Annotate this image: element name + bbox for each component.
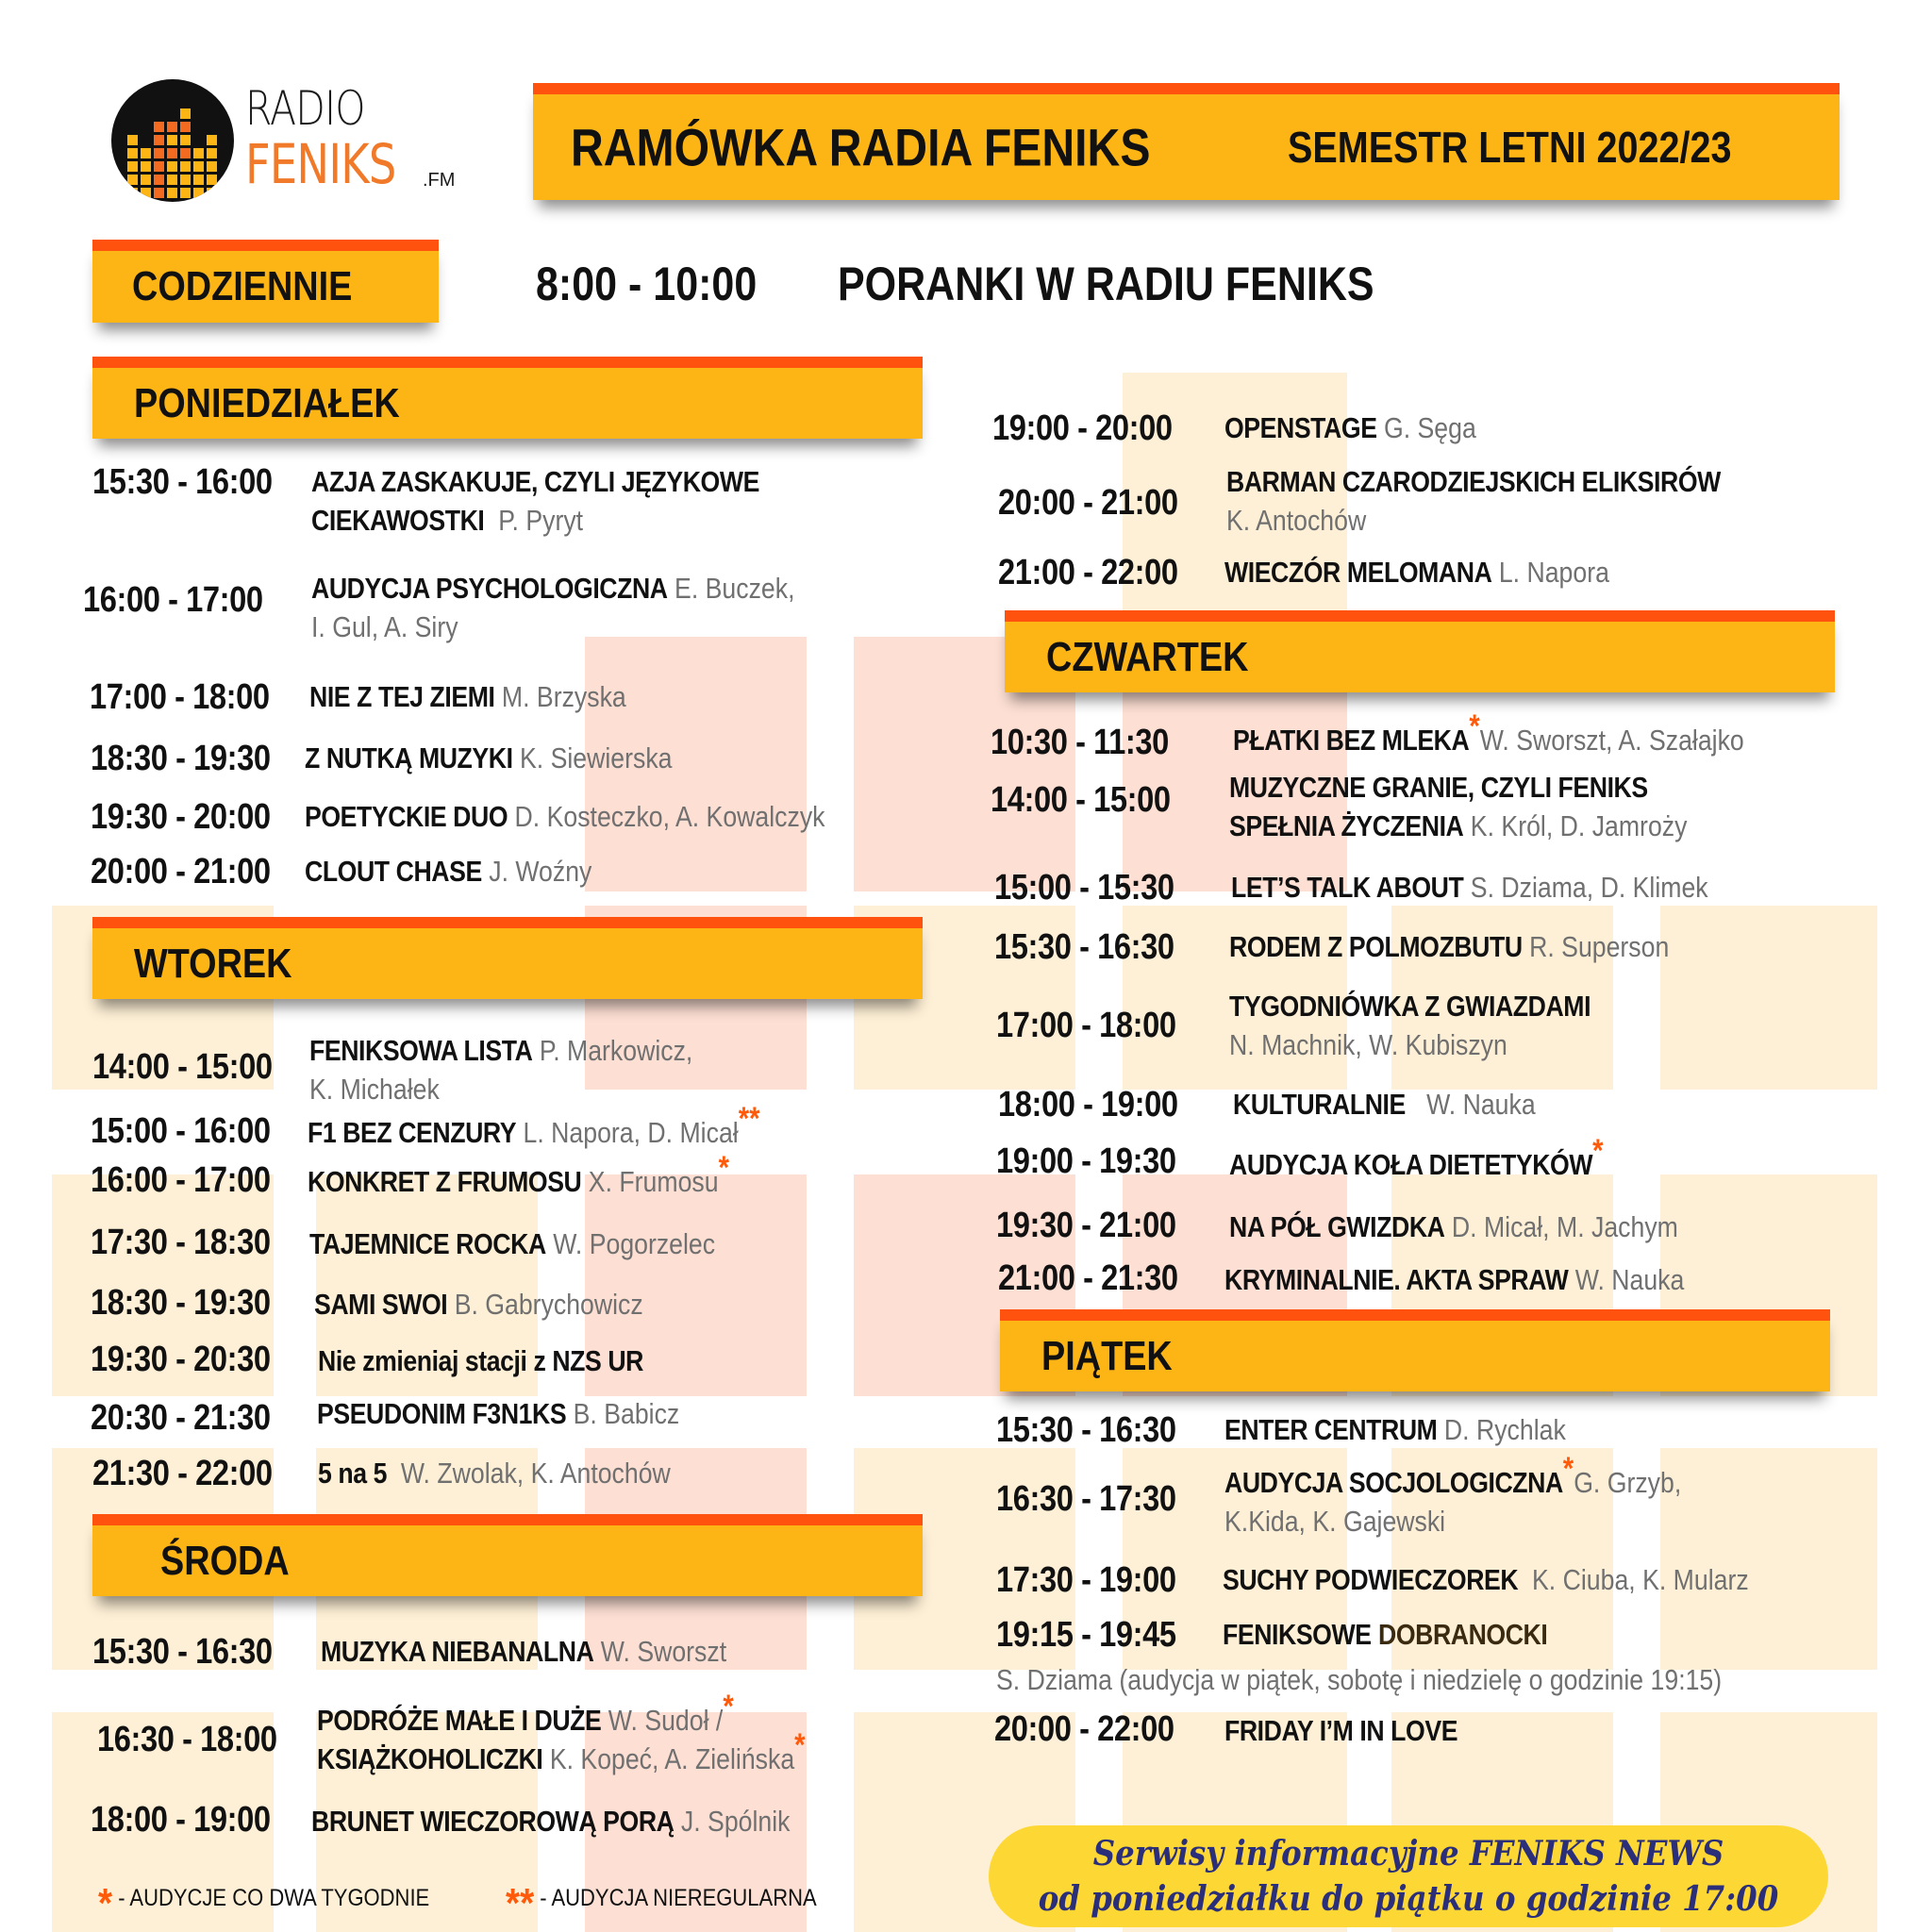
legend-text: - AUDYCJA NIEREGULARNA bbox=[540, 1885, 817, 1911]
logo-fm-text: .FM bbox=[423, 170, 456, 191]
show-title: PSEUDONIM F3N1KS bbox=[317, 1397, 567, 1430]
show-title: AUDYCJA PSYCHOLOGICZNA bbox=[311, 572, 668, 605]
time-slot: 17:00 - 18:00 bbox=[996, 1006, 1176, 1045]
double-asterisk-icon: ** bbox=[506, 1880, 535, 1926]
host-name: D. Micał, M. Jachym bbox=[1451, 1210, 1678, 1243]
daily-header bbox=[92, 240, 439, 323]
time-slot: 19:30 - 21:00 bbox=[996, 1206, 1176, 1245]
list-item bbox=[311, 569, 794, 646]
show-title: PODRÓŻE MAŁE I DUŻE bbox=[317, 1704, 602, 1737]
list-item bbox=[1224, 1410, 1566, 1449]
host-name: N. Machnik, W. Kubiszyn bbox=[1229, 1028, 1507, 1061]
list-item bbox=[308, 1101, 760, 1152]
time-slot: 19:15 - 19:45 bbox=[996, 1615, 1176, 1655]
legend-biweekly bbox=[98, 1880, 429, 1927]
asterisk-icon: * bbox=[718, 1150, 729, 1186]
list-item bbox=[1231, 868, 1708, 907]
list-item bbox=[311, 1802, 791, 1840]
news-banner bbox=[989, 1825, 1828, 1927]
list-item bbox=[311, 462, 759, 540]
equalizer-logo-icon bbox=[111, 79, 234, 202]
list-item bbox=[1229, 987, 1591, 1064]
time-slot: 16:30 - 18:00 bbox=[97, 1720, 277, 1759]
list-item bbox=[1223, 1560, 1749, 1599]
time-slot: 21:00 - 21:30 bbox=[998, 1258, 1178, 1298]
show-title: MUZYKA NIEBANALNA bbox=[321, 1635, 594, 1668]
day-header-wednesday bbox=[92, 1514, 923, 1596]
host-name: E. Buczek, bbox=[675, 572, 795, 605]
show-title: MUZYCZNE GRANIE, CZYLI FENIKS bbox=[1229, 771, 1648, 804]
list-item bbox=[318, 1454, 671, 1492]
host-name: J. Woźny bbox=[489, 855, 592, 888]
time-slot: 14:00 - 15:00 bbox=[92, 1047, 273, 1087]
time-slot: 18:30 - 19:30 bbox=[91, 1283, 271, 1323]
show-title: Z NUTKĄ MUZYKI bbox=[305, 741, 513, 774]
host-name: K.Kida, K. Gajewski bbox=[1224, 1505, 1446, 1538]
asterisk-icon: * bbox=[723, 1689, 734, 1724]
host-name: K. Siewierska bbox=[519, 741, 673, 774]
time-slot: 19:30 - 20:00 bbox=[91, 797, 271, 837]
show-title: AZJA ZASKAKUJE, CZYLI JĘZYKOWE bbox=[311, 465, 759, 498]
title-banner bbox=[533, 83, 1840, 200]
day-label: ŚRODA bbox=[160, 1537, 290, 1584]
page-title: RAMÓWKA RADIA FENIKS bbox=[571, 117, 1151, 177]
host-name: L. Napora, D. Micał bbox=[523, 1116, 739, 1149]
day-header-thursday bbox=[1005, 610, 1835, 692]
show-title: PŁATKI BEZ MLEKA bbox=[1233, 724, 1470, 757]
show-title: F1 BEZ CENZURY bbox=[308, 1116, 517, 1149]
show-title: BRUNET WIECZOROWĄ PORĄ bbox=[311, 1805, 675, 1838]
show-title: FRIDAY I’M IN LOVE bbox=[1224, 1714, 1458, 1747]
time-slot: 20:00 - 21:00 bbox=[998, 483, 1178, 523]
host-name: W. Nauka bbox=[1574, 1263, 1685, 1296]
list-item bbox=[1224, 1711, 1457, 1750]
list-item bbox=[321, 1632, 726, 1671]
time-slot: 15:30 - 16:30 bbox=[994, 927, 1174, 967]
time-slot: 14:00 - 15:00 bbox=[991, 780, 1171, 820]
show-title: FENIKSOWA LISTA bbox=[309, 1034, 533, 1067]
legend-text: - AUDYCJE CO DWA TYGODNIE bbox=[118, 1885, 430, 1911]
host-name: X. Frumosu bbox=[588, 1165, 719, 1198]
news-line-2: od poniedziałku do piątku o godzinie 17:00 bbox=[1038, 1879, 1779, 1919]
list-item bbox=[1229, 927, 1669, 966]
daily-time: 8:00 - 10:00 bbox=[536, 258, 758, 310]
list-item bbox=[305, 852, 591, 891]
show-title: AUDYCJA SOCJOLOGICZNA bbox=[1224, 1466, 1563, 1499]
host-name: W. Pogorzelec bbox=[553, 1227, 716, 1260]
show-title: KSIĄŻKOHOLICZKI bbox=[317, 1742, 543, 1775]
host-name: B. Babicz bbox=[573, 1397, 680, 1430]
list-item bbox=[309, 677, 626, 716]
show-title: RODEM Z POLMOZBUTU bbox=[1229, 930, 1523, 963]
host-name: W. Zwolak, K. Antochów bbox=[400, 1457, 671, 1490]
host-name: W. Sworszt bbox=[600, 1635, 727, 1668]
asterisk-icon: * bbox=[1469, 708, 1480, 744]
legend-irregular bbox=[506, 1880, 817, 1927]
show-title: TYGODNIÓWKA Z GWIAZDAMI bbox=[1229, 990, 1591, 1023]
show-title: TAJEMNICE ROCKA bbox=[309, 1227, 546, 1260]
list-item bbox=[317, 1394, 679, 1433]
time-slot: 10:30 - 11:30 bbox=[991, 723, 1169, 762]
day-label: WTOREK bbox=[134, 940, 292, 987]
host-name: D. Rychlak bbox=[1443, 1413, 1566, 1446]
host-name: S. Dziama, D. Klimek bbox=[1470, 871, 1708, 904]
show-title: CLOUT CHASE bbox=[305, 855, 482, 888]
host-name: G. Grzyb, bbox=[1574, 1466, 1682, 1499]
asterisk-icon: * bbox=[1592, 1133, 1604, 1169]
show-note: S. Dziama (audycja w piątek, sobotę i niedzielę o godzinie 19:15) bbox=[996, 1663, 1723, 1696]
show-title: KULTURALNIE bbox=[1233, 1088, 1406, 1121]
time-slot: 17:30 - 18:30 bbox=[91, 1223, 271, 1262]
list-item bbox=[317, 1689, 806, 1778]
day-label: CZWARTEK bbox=[1046, 633, 1249, 680]
background-tile bbox=[1660, 1448, 1877, 1670]
show-title: 5 na 5 bbox=[318, 1457, 388, 1490]
host-name: W. Sworszt, A. Szałajko bbox=[1479, 724, 1744, 757]
show-title: SPEŁNIA ŻYCZENIA bbox=[1229, 809, 1464, 842]
host-name: R. Superson bbox=[1529, 930, 1670, 963]
host-name: K. Michałek bbox=[309, 1073, 440, 1106]
time-slot: 20:30 - 21:30 bbox=[91, 1398, 271, 1438]
show-title: FENIKSOWE bbox=[1223, 1618, 1372, 1651]
time-slot: 17:00 - 18:00 bbox=[90, 677, 270, 717]
show-title: NIE Z TEJ ZIEMI bbox=[309, 680, 495, 713]
time-slot: 21:30 - 22:00 bbox=[92, 1454, 273, 1493]
asterisk-icon: ** bbox=[738, 1101, 760, 1137]
asterisk-icon: * bbox=[1562, 1451, 1574, 1487]
time-slot: 19:00 - 19:30 bbox=[996, 1141, 1176, 1181]
time-slot: 15:30 - 16:00 bbox=[92, 462, 273, 502]
day-header-tuesday bbox=[92, 917, 923, 999]
list-item bbox=[1224, 1260, 1684, 1299]
show-title: ENTER CENTRUM bbox=[1224, 1413, 1438, 1446]
time-slot: 15:30 - 16:30 bbox=[92, 1632, 273, 1672]
list-item bbox=[309, 1224, 715, 1263]
time-slot: 16:00 - 17:00 bbox=[91, 1160, 271, 1200]
time-slot: 18:00 - 19:00 bbox=[91, 1800, 271, 1840]
semester-subtitle: SEMESTR LETNI 2022/23 bbox=[1288, 123, 1732, 172]
day-header-monday bbox=[92, 357, 923, 439]
show-title: WIECZÓR MELOMANA bbox=[1224, 556, 1492, 589]
asterisk-icon: * bbox=[98, 1880, 113, 1926]
time-slot: 21:00 - 22:00 bbox=[998, 553, 1178, 592]
list-item bbox=[1229, 1208, 1678, 1246]
show-title: SAMI SWOI bbox=[314, 1288, 448, 1321]
host-name: D. Kosteczko, A. Kowalczyk bbox=[514, 800, 825, 833]
show-title: BARMAN CZARODZIEJSKICH ELIKSIRÓW bbox=[1226, 465, 1721, 498]
time-slot: 18:30 - 19:30 bbox=[91, 739, 271, 778]
host-name: K. Król, D. Jamroży bbox=[1470, 809, 1688, 842]
logo-radio-text: RADIO bbox=[245, 81, 365, 136]
asterisk-icon: * bbox=[794, 1727, 806, 1763]
host-name: I. Gul, A. Siry bbox=[311, 610, 458, 643]
list-item bbox=[309, 1031, 692, 1108]
host-name: W. Sudoł / bbox=[608, 1704, 724, 1737]
show-title: KRYMINALNIE. AKTA SPRAW bbox=[1224, 1263, 1569, 1296]
background-tile bbox=[1660, 906, 1877, 1090]
time-slot: 16:30 - 17:30 bbox=[996, 1479, 1176, 1519]
show-title: Nie zmieniaj stacji z NZS UR bbox=[318, 1344, 644, 1377]
host-name: J. Spólnik bbox=[680, 1805, 791, 1838]
show-title: NA PÓŁ GWIZDKA bbox=[1229, 1210, 1445, 1243]
show-title: CIEKAWOSTKI bbox=[311, 504, 485, 537]
host-name: K. Kopeć, A. Zielińska bbox=[549, 1742, 795, 1775]
daily-show: PORANKI W RADIU FENIKS bbox=[838, 258, 1374, 310]
day-header-friday bbox=[1000, 1309, 1830, 1391]
show-title: DOBRANOCKI bbox=[1377, 1618, 1548, 1651]
time-slot: 20:00 - 22:00 bbox=[994, 1709, 1174, 1749]
host-name: W. Nauka bbox=[1426, 1088, 1536, 1121]
daily-label: CODZIENNIE bbox=[132, 263, 353, 309]
time-slot: 17:30 - 19:00 bbox=[996, 1560, 1176, 1600]
host-name: K. Antochów bbox=[1226, 504, 1367, 537]
list-item bbox=[314, 1285, 643, 1324]
list-item bbox=[1233, 1085, 1536, 1124]
time-slot: 20:00 - 21:00 bbox=[91, 852, 271, 891]
logo-feniks-text: FENIKS bbox=[245, 132, 396, 196]
host-name: L. Napora bbox=[1498, 556, 1609, 589]
list-item bbox=[1229, 768, 1687, 845]
list-item bbox=[308, 1150, 729, 1201]
list-item bbox=[1224, 1451, 1682, 1541]
host-name: G. Sęga bbox=[1383, 411, 1476, 444]
time-slot: 15:00 - 15:30 bbox=[994, 868, 1174, 908]
time-slot: 15:30 - 16:30 bbox=[996, 1410, 1176, 1450]
list-item bbox=[1223, 1615, 1547, 1654]
host-name: B. Gabrychowicz bbox=[454, 1288, 643, 1321]
list-item bbox=[1224, 553, 1609, 591]
time-slot: 18:00 - 19:00 bbox=[998, 1085, 1178, 1124]
time-slot: 19:00 - 20:00 bbox=[992, 408, 1173, 448]
radio-feniks-logo bbox=[111, 79, 470, 207]
list-item bbox=[1233, 708, 1744, 759]
list-item bbox=[1226, 462, 1721, 540]
show-title: OPENSTAGE bbox=[1224, 411, 1377, 444]
list-item bbox=[1224, 408, 1476, 447]
time-slot: 19:30 - 20:30 bbox=[91, 1340, 271, 1379]
time-slot: 15:00 - 16:00 bbox=[91, 1111, 271, 1151]
show-title: SUCHY PODWIECZOREK bbox=[1223, 1563, 1519, 1596]
time-slot: 16:00 - 17:00 bbox=[83, 580, 263, 620]
show-title: AUDYCJA KOŁA DIETETYKÓW bbox=[1229, 1148, 1593, 1181]
host-name: K. Ciuba, K. Mularz bbox=[1532, 1563, 1749, 1596]
show-title: LET’S TALK ABOUT bbox=[1231, 871, 1464, 904]
list-item bbox=[305, 739, 672, 777]
show-title: POETYCKIE DUO bbox=[305, 800, 508, 833]
list-item bbox=[318, 1341, 643, 1380]
host-name: M. Brzyska bbox=[501, 680, 626, 713]
host-name: P. Pyryt bbox=[498, 504, 584, 537]
day-label: PONIEDZIAŁEK bbox=[134, 379, 400, 426]
host-name: P. Markowicz, bbox=[539, 1034, 693, 1067]
news-line-1: Serwisy informacyjne FENIKS NEWS bbox=[1092, 1834, 1724, 1874]
list-item bbox=[305, 797, 824, 836]
day-label: PIĄTEK bbox=[1041, 1332, 1173, 1379]
list-item bbox=[1229, 1133, 1604, 1184]
show-title: KONKRET Z FRUMOSU bbox=[308, 1165, 582, 1198]
